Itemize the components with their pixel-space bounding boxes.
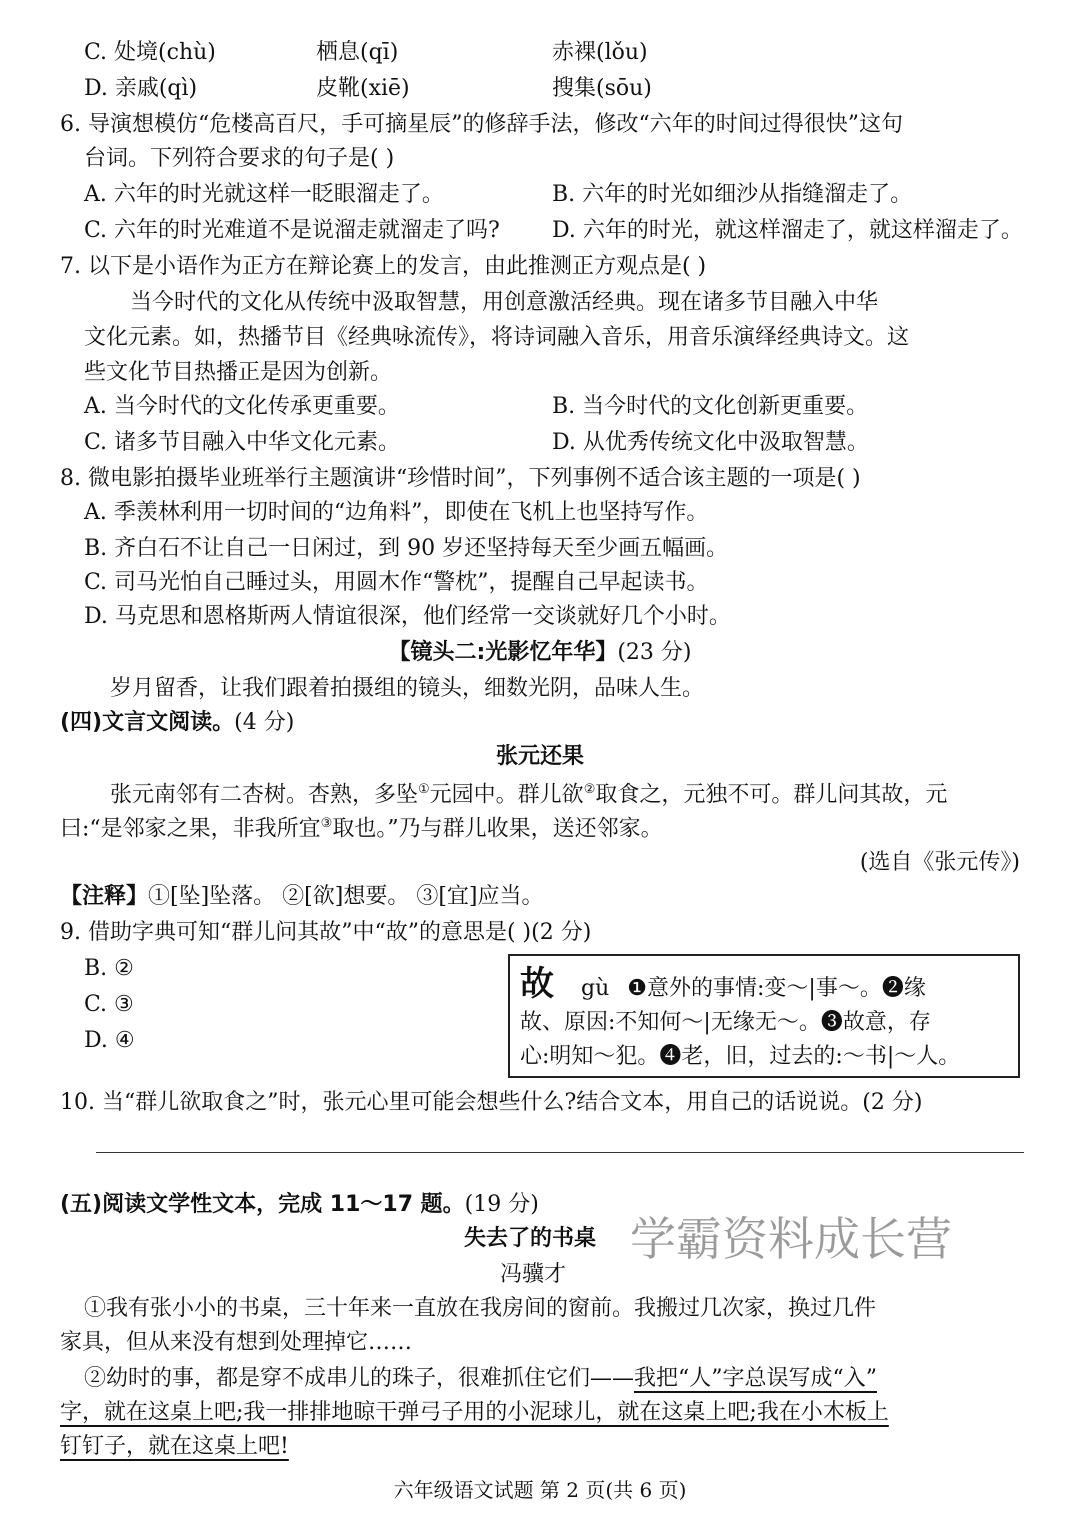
- part4-heading-text: (四)文言文阅读。: [60, 710, 235, 735]
- part5-p1-line2: 家具，但从来没有想到处理掉它……: [60, 1330, 413, 1355]
- q10-stem: 10. 当“群儿欲取食之”时，张元心里可能会想些什么?结合文本，用自己的话说说。(2 分): [60, 1090, 923, 1115]
- part5-title: 失去了的书桌: [464, 1226, 597, 1251]
- part5-p2-1b-underlined: 我把“人”字总误写成“入”: [634, 1366, 878, 1391]
- part5-p2-1a: ②幼时的事，都是穿不成串儿的珠子，很难抓住它们——: [84, 1366, 635, 1391]
- part4-text-line1: [110, 782, 947, 809]
- part4-heading: [60, 710, 294, 736]
- part4-text-line2: [60, 816, 663, 843]
- part4-text-2a: 曰:“是邻家之果，非我所宜: [60, 816, 321, 842]
- dict-def-1: ❶意外的事情:变～|事～。❷缘: [627, 976, 926, 1001]
- q5-option-d-3: 搜集(sōu): [552, 76, 652, 101]
- part4-text-2b: 取也。”乃与群儿收果，送还邻家。: [332, 816, 663, 842]
- part5-author: 冯骥才: [500, 1262, 567, 1287]
- dict-line2: 故、原因:不知何～|无缘无～。❸故意，存: [520, 1010, 931, 1035]
- section2-intro: 岁月留香，让我们跟着拍摄组的镜头，细数光阴，品味人生。: [110, 676, 705, 701]
- notes-label: 【注释】: [60, 884, 149, 909]
- notes-text: ①[坠]坠落。 ②[欲]想要。 ③[宜]应当。: [148, 884, 544, 909]
- q5-option-c-2: 栖息(qī): [316, 40, 399, 65]
- part4-text-1a: 张元南邻有二杏树。杏熟，多坠: [110, 782, 419, 808]
- q8-stem: 8. 微电影拍摄毕业班举行主题演讲“珍惜时间”，下列事例不适合该主题的一项是( ): [60, 466, 861, 491]
- dictionary-box: [508, 954, 1020, 1078]
- q6-stem-line2: 台词。下列符合要求的句子是( ): [84, 146, 395, 171]
- part5-p1-line1: ①我有张小小的书桌，三十年来一直放在我房间的窗前。我搬过几次家，换过几件: [84, 1296, 877, 1321]
- q7-passage-line3: 些文化节目热播正是因为创新。: [84, 360, 393, 385]
- q5-option-c-3: 赤裸(lǒu): [552, 40, 648, 65]
- q7-option-a: A. 当今时代的文化传承更重要。: [84, 394, 400, 419]
- q5-option-d-1: D. 亲戚(qì): [84, 76, 198, 101]
- dict-char: 故: [520, 964, 554, 1004]
- q9-option-d: D. ④: [84, 1028, 135, 1053]
- note-ref-3: ③: [320, 816, 333, 831]
- part5-score: (19 分): [464, 1192, 539, 1217]
- q9-stem: 9. 借助字典可知“群儿问其故”中“故”的意思是( )(2 分): [60, 920, 592, 945]
- q7-passage-line1: 当今时代的文化从传统中汲取智慧，用创意激活经典。现在诸多节目融入中华: [130, 290, 879, 315]
- q6-option-a: A. 六年的时光就这样一眨眼溜走了。: [84, 182, 444, 207]
- part4-text-1c: 取食之，元独不可。群儿问其故，元: [595, 782, 948, 808]
- note-ref-1: ①: [418, 782, 430, 797]
- q8-option-c: C. 司马光怕自己睡过头，用圆木作“警枕”，提醒自己早起读书。: [84, 570, 709, 595]
- part4-source: (选自《张元传》): [859, 850, 1020, 875]
- answer-line[interactable]: [96, 1152, 1024, 1153]
- q6-stem-line1: 6. 导演想模仿“危楼高百尺，手可摘星辰”的修辞手法，修改“六年的时间过得很快”这句: [60, 112, 903, 137]
- section2-title: 【镜头二:光影忆年华】: [388, 640, 618, 665]
- part4-text-1b: 元园中。群儿欲: [429, 782, 584, 808]
- part5-p2-line2: 字，就在这桌上吧;我一排排地晾干弹弓子用的小泥球儿，就在这桌上吧;我在小木板上: [60, 1400, 889, 1425]
- q5-option-d-2: 皮靴(xiē): [316, 76, 410, 101]
- q6-option-d: D. 六年的时光，就这样溜走了，就这样溜走了。: [552, 218, 1023, 243]
- q8-option-b: B. 齐白石不让自己一日闲过，到 90 岁还坚持每天至少画五幅画。: [84, 536, 729, 561]
- dict-pinyin: gù: [581, 976, 610, 1001]
- q7-option-b: B. 当今时代的文化创新更重要。: [552, 394, 869, 419]
- part4-notes: [60, 884, 544, 910]
- q8-option-d: D. 马克思和恩格斯两人情谊很深，他们经常一交谈就好几个小时。: [84, 604, 731, 629]
- section2-score: (23 分): [617, 640, 692, 665]
- section2-heading: [0, 640, 1080, 666]
- part4-score: (4 分): [234, 710, 295, 735]
- watermark: 学霸资料成长营: [630, 1212, 952, 1266]
- q5-option-c-1: C. 处境(chù): [84, 40, 216, 65]
- q7-option-c: C. 诸多节目融入中华文化元素。: [84, 430, 401, 455]
- q9-option-c: C. ③: [84, 992, 134, 1017]
- part5-p2-line1: [84, 1366, 877, 1392]
- dict-line3: 心:明知～犯。❹老，旧，过去的:～书|～人。: [520, 1044, 961, 1069]
- q8-option-a: A. 季羡林利用一切时间的“边角料”，即使在飞机上也坚持写作。: [84, 500, 709, 525]
- q7-stem: 7. 以下是小语作为正方在辩论赛上的发言，由此推测正方观点是( ): [60, 254, 707, 279]
- q6-option-b: B. 六年的时光如细沙从指缝溜走了。: [552, 182, 913, 207]
- dict-line1: [520, 964, 926, 1005]
- part5-p2-line3: 钉钉子，就在这桌上吧!: [60, 1434, 289, 1459]
- q7-option-d: D. 从优秀传统文化中汲取智慧。: [552, 430, 869, 455]
- page-footer: 六年级语文试题 第 2 页(共 6 页): [393, 1478, 687, 1502]
- note-ref-2: ②: [583, 782, 596, 797]
- q9-option-b: B. ②: [84, 956, 134, 981]
- part5-heading: [60, 1192, 539, 1218]
- q7-passage-line2: 文化元素。如，热播节目《经典咏流传》，将诗词融入音乐，用音乐演绎经典诗文。这: [84, 325, 910, 350]
- q6-option-c: C. 六年的时光难道不是说溜走就溜走了吗?: [84, 218, 500, 243]
- part4-title: 张元还果: [495, 744, 584, 769]
- part5-heading-text: (五)阅读文学性文本，完成 11～17 题。: [60, 1192, 465, 1217]
